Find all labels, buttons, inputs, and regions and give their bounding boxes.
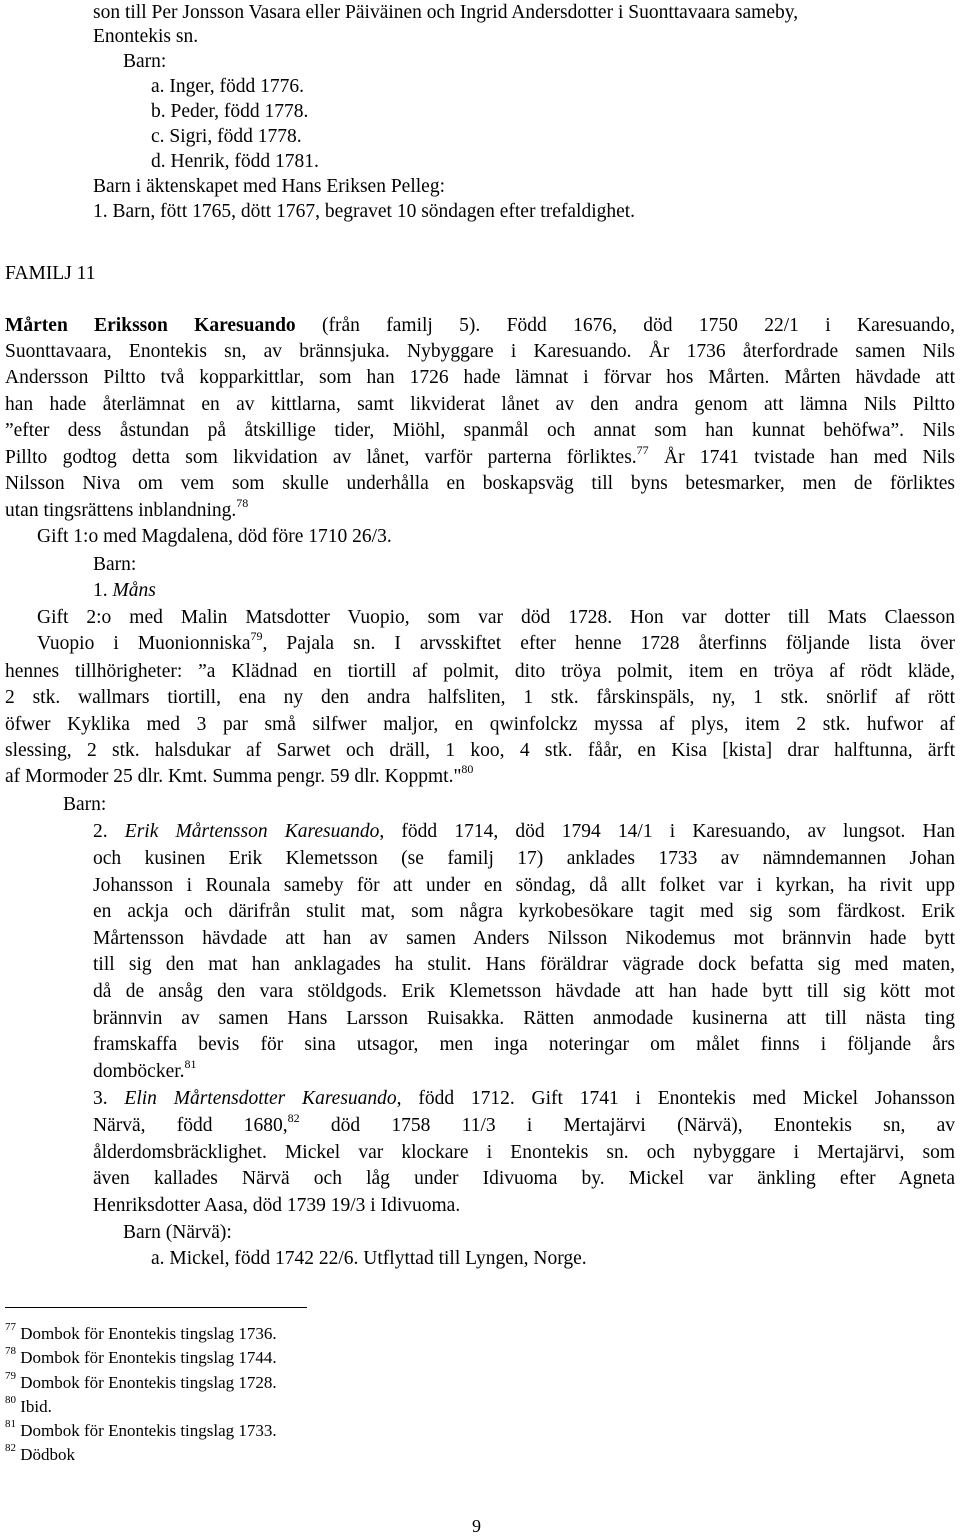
footnote bbox=[5, 1372, 277, 1394]
child-name: Erik Mårtensson Karesuando bbox=[124, 821, 380, 842]
footnote-ref: 78 bbox=[236, 495, 249, 510]
footnote-text: Dombok för Enontekis tingslag 1736. bbox=[20, 1324, 277, 1343]
child-entry: a. Mickel, född 1742 22/6. Utflyttad till Lyngen, Norge. bbox=[151, 1248, 587, 1269]
child-entry: c. Sigri, född 1778. bbox=[151, 126, 302, 147]
child-name: Måns bbox=[112, 580, 156, 601]
child-entry: d. Henrik, född 1781. bbox=[151, 151, 319, 172]
footnote bbox=[5, 1347, 277, 1369]
text-line: hennes tillhörigheter: ”a Klädnad en tiortill af polmit, dito tröya polmit, item en tröya af rödt kläde, bbox=[5, 661, 955, 682]
text-line: Gift 2:o med Malin Matsdotter Vuopio, som var död 1728. Hon var dotter till Mats Claesson bbox=[37, 607, 955, 628]
footnote bbox=[5, 1396, 52, 1418]
footnote-text: Dödbok bbox=[20, 1445, 76, 1464]
footnote-ref: 81 bbox=[184, 1056, 197, 1071]
child-entry: b. Peder, född 1778. bbox=[151, 101, 309, 122]
text-line bbox=[5, 313, 955, 339]
marriage-line: Gift 1:o med Magdalena, död före 1710 26/3. bbox=[37, 526, 392, 547]
page-number: 9 bbox=[472, 1516, 481, 1536]
text-line: framskaffa bevis för sina utsagor, men inga noteringar om målet finns i följande års bbox=[93, 1034, 955, 1055]
footnote bbox=[5, 1420, 277, 1442]
text-line bbox=[93, 1086, 955, 1112]
text-line: Suonttavaara, Enontekis sn, av brännsjuka. Nybyggare i Karesuando. År 1736 återfordrade samen Nils bbox=[5, 341, 955, 362]
text-line: Mårtensson hävdade att han av samen Anders Nilsson Nikodemus mot brännvin hade bytt bbox=[93, 928, 955, 949]
text-span: Närvä, född 1680, bbox=[93, 1115, 288, 1136]
footnote-text: Dombok för Enontekis tingslag 1744. bbox=[20, 1348, 277, 1367]
barn-label: Barn: bbox=[93, 554, 137, 575]
text-line: ålderdomsbräcklighet. Mickel var klockare i Enontekis sn. och nybyggare i Mertajärvi, som bbox=[93, 1142, 955, 1163]
text-line bbox=[93, 1056, 197, 1085]
footnote-number: 79 bbox=[5, 1370, 16, 1383]
footnote bbox=[5, 1323, 277, 1345]
child-name: Elin Mårtensdotter Karesuando bbox=[124, 1088, 397, 1109]
footnote-ref: 77 bbox=[636, 442, 649, 457]
text-line: ”efter dess åstundan på åtskillige tider, Miöhl, spanmål och annat som han kunnat behöfwa”. Nils bbox=[5, 420, 955, 441]
person-name: Mårten Eriksson Karesuando bbox=[5, 315, 296, 336]
text-line: även kallades Närvä och låg under Idivuoma by. Mickel var änkling efter Agneta bbox=[93, 1168, 955, 1189]
text-span: 1. bbox=[93, 580, 113, 601]
barn-label: Barn (Närvä): bbox=[123, 1222, 232, 1243]
child-entry: a. Inger, född 1776. bbox=[151, 76, 305, 97]
footnote-ref: 80 bbox=[461, 761, 474, 776]
text-span: död 1758 11/3 i Mertajärvi (Närvä), Enontekis sn, av bbox=[299, 1115, 955, 1136]
text-line: till sig den mat han anklagades ha stulit. Hans föräldrar vägrade dock befatta sig med maten, bbox=[93, 954, 955, 975]
text-line: han hade återlämnat en av kittlarna, samt likviderat lånet av den andra genom att lämna Nils Piltto bbox=[5, 394, 955, 415]
barn-label: Barn: bbox=[123, 51, 167, 72]
marriage-children-label: Barn i äktenskapet med Hans Eriksen Pelleg: bbox=[93, 176, 445, 197]
text-line: och kusinen Erik Klemetsson (se familj 17) anklades 1733 av nämndemannen Johan bbox=[93, 848, 955, 869]
footnote-text: Ibid. bbox=[20, 1397, 52, 1416]
text-line: Nilsson Niva om vem som skulle underhålla en boskapsväg till byns betesmarker, men de förliktes bbox=[5, 473, 955, 494]
child-entry: 1. Barn, fött 1765, dött 1767, begravet 10 söndagen efter trefaldighet. bbox=[93, 201, 636, 222]
text-line bbox=[93, 819, 955, 845]
text-span: Pillto godtog detta som likvidation av lånet, varför parterna förliktes. bbox=[5, 447, 637, 468]
text-line bbox=[5, 495, 249, 524]
text-span: af Mormoder 25 dlr. Kmt. Summa pengr. 59 dlr. Koppmt." bbox=[5, 766, 462, 787]
text-span: , Pajala sn. I arvsskiftet efter henne 1728 återfinns följande lista över bbox=[262, 633, 955, 654]
text-line bbox=[5, 442, 955, 471]
footnote-separator bbox=[5, 1307, 307, 1308]
footnote-number: 77 bbox=[5, 1321, 16, 1334]
text-span: (från familj 5). Född 1676, död 1750 22/1 i Karesuando, bbox=[322, 315, 955, 336]
text-line: Andersson Piltto två kopparkittlar, som han 1726 hade lämnat i förvar hos Mårten. Mårten hävdade att bbox=[5, 367, 955, 388]
text-line: öfwer Kyklika med 3 par små silfwer maljor, en qwinfolckz myssa af plys, item 2 stk. hufwor af bbox=[5, 714, 955, 735]
footnote-number: 82 bbox=[5, 1442, 16, 1455]
footnote-number: 80 bbox=[5, 1394, 16, 1407]
text-line bbox=[93, 1110, 955, 1139]
family-heading: FAMILJ 11 bbox=[5, 263, 96, 284]
text-line: Henriksdotter Aasa, död 1739 19/3 i Idivuoma. bbox=[93, 1195, 461, 1216]
text-span: domböcker. bbox=[93, 1061, 185, 1082]
text-line bbox=[5, 761, 474, 790]
child-entry bbox=[93, 578, 156, 604]
text-line: Enontekis sn. bbox=[93, 26, 199, 47]
text-span: 2. bbox=[93, 821, 125, 842]
text-span: År 1741 tvistade han med Nils bbox=[648, 447, 955, 468]
barn-label: Barn: bbox=[63, 794, 107, 815]
footnote-text: Dombok för Enontekis tingslag 1728. bbox=[20, 1373, 277, 1392]
text-line: slessing, 2 stk. halsdukar af Sarwet och dräll, 1 koo, 4 stk. fåår, en Kisa [kista] drar halftunna, ärft bbox=[5, 740, 955, 761]
footnote-number: 78 bbox=[5, 1345, 16, 1358]
text-line: son till Per Jonsson Vasara eller Päiväinen och Ingrid Andersdotter i Suonttavaara sameby, bbox=[93, 2, 799, 23]
text-span: , född 1712. Gift 1741 i Enontekis med Mickel Johansson bbox=[396, 1088, 956, 1109]
text-line: då de ansåg den vara stöldgods. Erik Klemetsson hävdade att han hade bytt till sig kött mot bbox=[93, 981, 955, 1002]
text-line: en ackja och därifrån stulit mat, som några kyrkobesökare tagit med sig som färdkost. Erik bbox=[93, 901, 955, 922]
footnote-number: 81 bbox=[5, 1418, 16, 1431]
text-span: utan tingsrättens inblandning. bbox=[5, 500, 237, 521]
footnote-ref: 79 bbox=[250, 628, 263, 643]
text-span: , född 1714, död 1794 14/1 i Karesuando, av lungsot. Han bbox=[379, 821, 956, 842]
text-line bbox=[37, 628, 955, 657]
footnote-text: Dombok för Enontekis tingslag 1733. bbox=[20, 1421, 277, 1440]
text-line: brännvin av samen Hans Larsson Ruisakka. Rätten anmodade kusinerna att till nästa ting bbox=[93, 1008, 955, 1029]
text-span: 3. bbox=[93, 1088, 125, 1109]
text-line: 2 stk. wallmars tiortill, ena ny den andra halfsliten, 1 stk. fårskinspäls, ny, 1 stk. snörlif af rött bbox=[5, 687, 955, 708]
footnote bbox=[5, 1444, 75, 1466]
text-line: Johansson i Rounala sameby för att under en söndag, då allt folket var i kyrkan, ha rivit upp bbox=[93, 875, 955, 896]
footnote-ref: 82 bbox=[287, 1110, 300, 1125]
text-span: Vuopio i Muonionniska bbox=[37, 633, 251, 654]
